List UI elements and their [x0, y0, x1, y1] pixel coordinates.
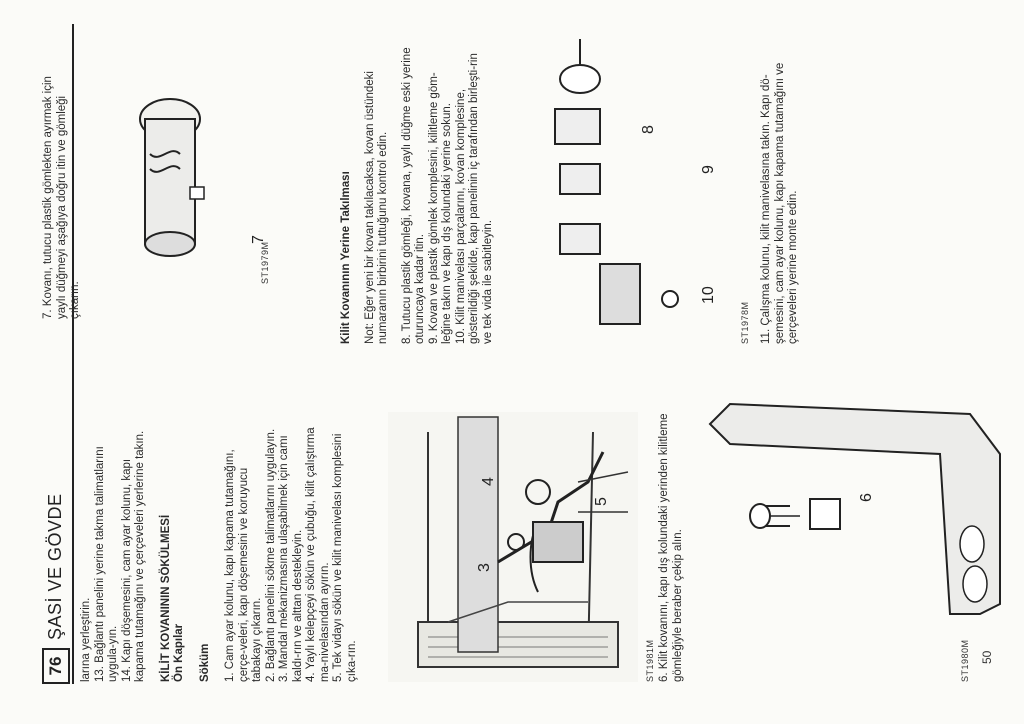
step-8: 8. Tutucu plastik gömleği, kovana, yaylı düğme eski yerine oturuncaya kadar itin.	[400, 47, 426, 344]
figure-code-exploded: ST1978M	[740, 301, 750, 344]
step-7: 7. Kovanı, tutucu plastik gömlekten ayırmak için yaylı düğmeyi aşağıya doğru itin ve gömleği çıkarın.	[42, 76, 81, 319]
section-title-removal: KİLİT KOVANININ SÖKÜLMESİ	[159, 514, 172, 682]
figure-exploded-view	[540, 34, 740, 344]
callout-8: 8	[640, 125, 657, 134]
step-10: 10. Kilit manivelası parçalarını, kovan komplesine, gösterildiği şekilde, kapı panelinin iç tarafından birleşti-rin ve tek vida ile sabitleyin.	[454, 53, 494, 344]
section-title-install: Kilit Kovanının Yerine Takılması	[340, 171, 352, 344]
callout-10: 10	[700, 286, 717, 304]
step-13: 13. Bağlantı panelini yerine takma talimatlarını uygula-yın.	[93, 446, 119, 682]
callout-4: 4	[480, 477, 497, 486]
footer-page-number: 50	[980, 650, 994, 664]
callout-9: 9	[700, 165, 717, 174]
callout-3: 3	[476, 563, 493, 572]
step-5: 5. Tek vidayı sökün ve kilit manivelası komplesini çıka-rın.	[332, 433, 358, 682]
lock-cylinder-drawing	[100, 84, 270, 284]
callout-6: 6	[858, 493, 875, 502]
callout-7: 7	[250, 235, 267, 244]
callout-5: 5	[593, 497, 610, 506]
step-4: 4. Yaylı kelepçeyi sökün ve çubuğu, kilit çalıştırma ma-nivelasından ayırın.	[305, 427, 331, 682]
step-6: 6. Kilit kovanını, kapı dış kolundaki yerinden kilitleme gömleğiyle beraber çekip alın.	[658, 413, 684, 682]
step-1: 1. Cam ayar kolunu, kapı kapama tutamağını, çerçe-veleri, kapı döşemesini ve koruyucu tabakayı çıkarın.	[224, 449, 263, 682]
step-3: 3. Mandal mekanizmasına ulaşabilmek için camı kaldı-rın ve alttan destekleyin.	[278, 435, 304, 682]
step-2: 2. Bağlantı panelini sökme talimatlarını uygulayın.	[264, 428, 277, 682]
step-14: 14. Kapı döşemesini, cam ayar kolunu, kapı kapama tutamağını ve çerçeveleri yerlerine takın.	[120, 430, 146, 682]
intro-text: larına yerleştirin.	[80, 597, 92, 682]
sub-heading-removal: Söküm	[198, 643, 211, 682]
door-handle-drawing	[700, 394, 1010, 624]
step-9: 9. Kovan ve plastik gömlek komplesini, kilitleme göm-leğine takın ve kapı dış kolundaki yerine sokun.	[427, 72, 453, 344]
note-text: Not: Eğer yeni bir kovan takılacaksa, kovan üstündeki numaranın birbirini tuttuğunu kontrol edin.	[363, 71, 389, 344]
door-mechanism-drawing	[388, 412, 638, 682]
figure-door-handle	[700, 394, 1010, 624]
section-subtitle: Ön Kapılar	[173, 623, 185, 682]
column-3	[340, 44, 495, 344]
figure-door-mechanism	[388, 412, 638, 682]
chapter-title: ŞASİ VE GÖVDE	[45, 493, 65, 640]
figure-code-handle: ST1980M	[960, 639, 970, 682]
figure-lock-cylinder	[100, 84, 270, 284]
page-number-box: 76	[42, 648, 70, 684]
step-11: 11. Çalışma kolunu, kilit manivelasına takın. Kapı dö-şemesini, cam ayar kolunu, kapı kapama tutamağını ve çerçeveleri yerine monte edin.	[760, 62, 799, 344]
figure-code-door: ST1981M	[645, 639, 655, 682]
column-1	[80, 422, 359, 682]
figure-code-cylinder: ST1979M	[260, 241, 270, 284]
